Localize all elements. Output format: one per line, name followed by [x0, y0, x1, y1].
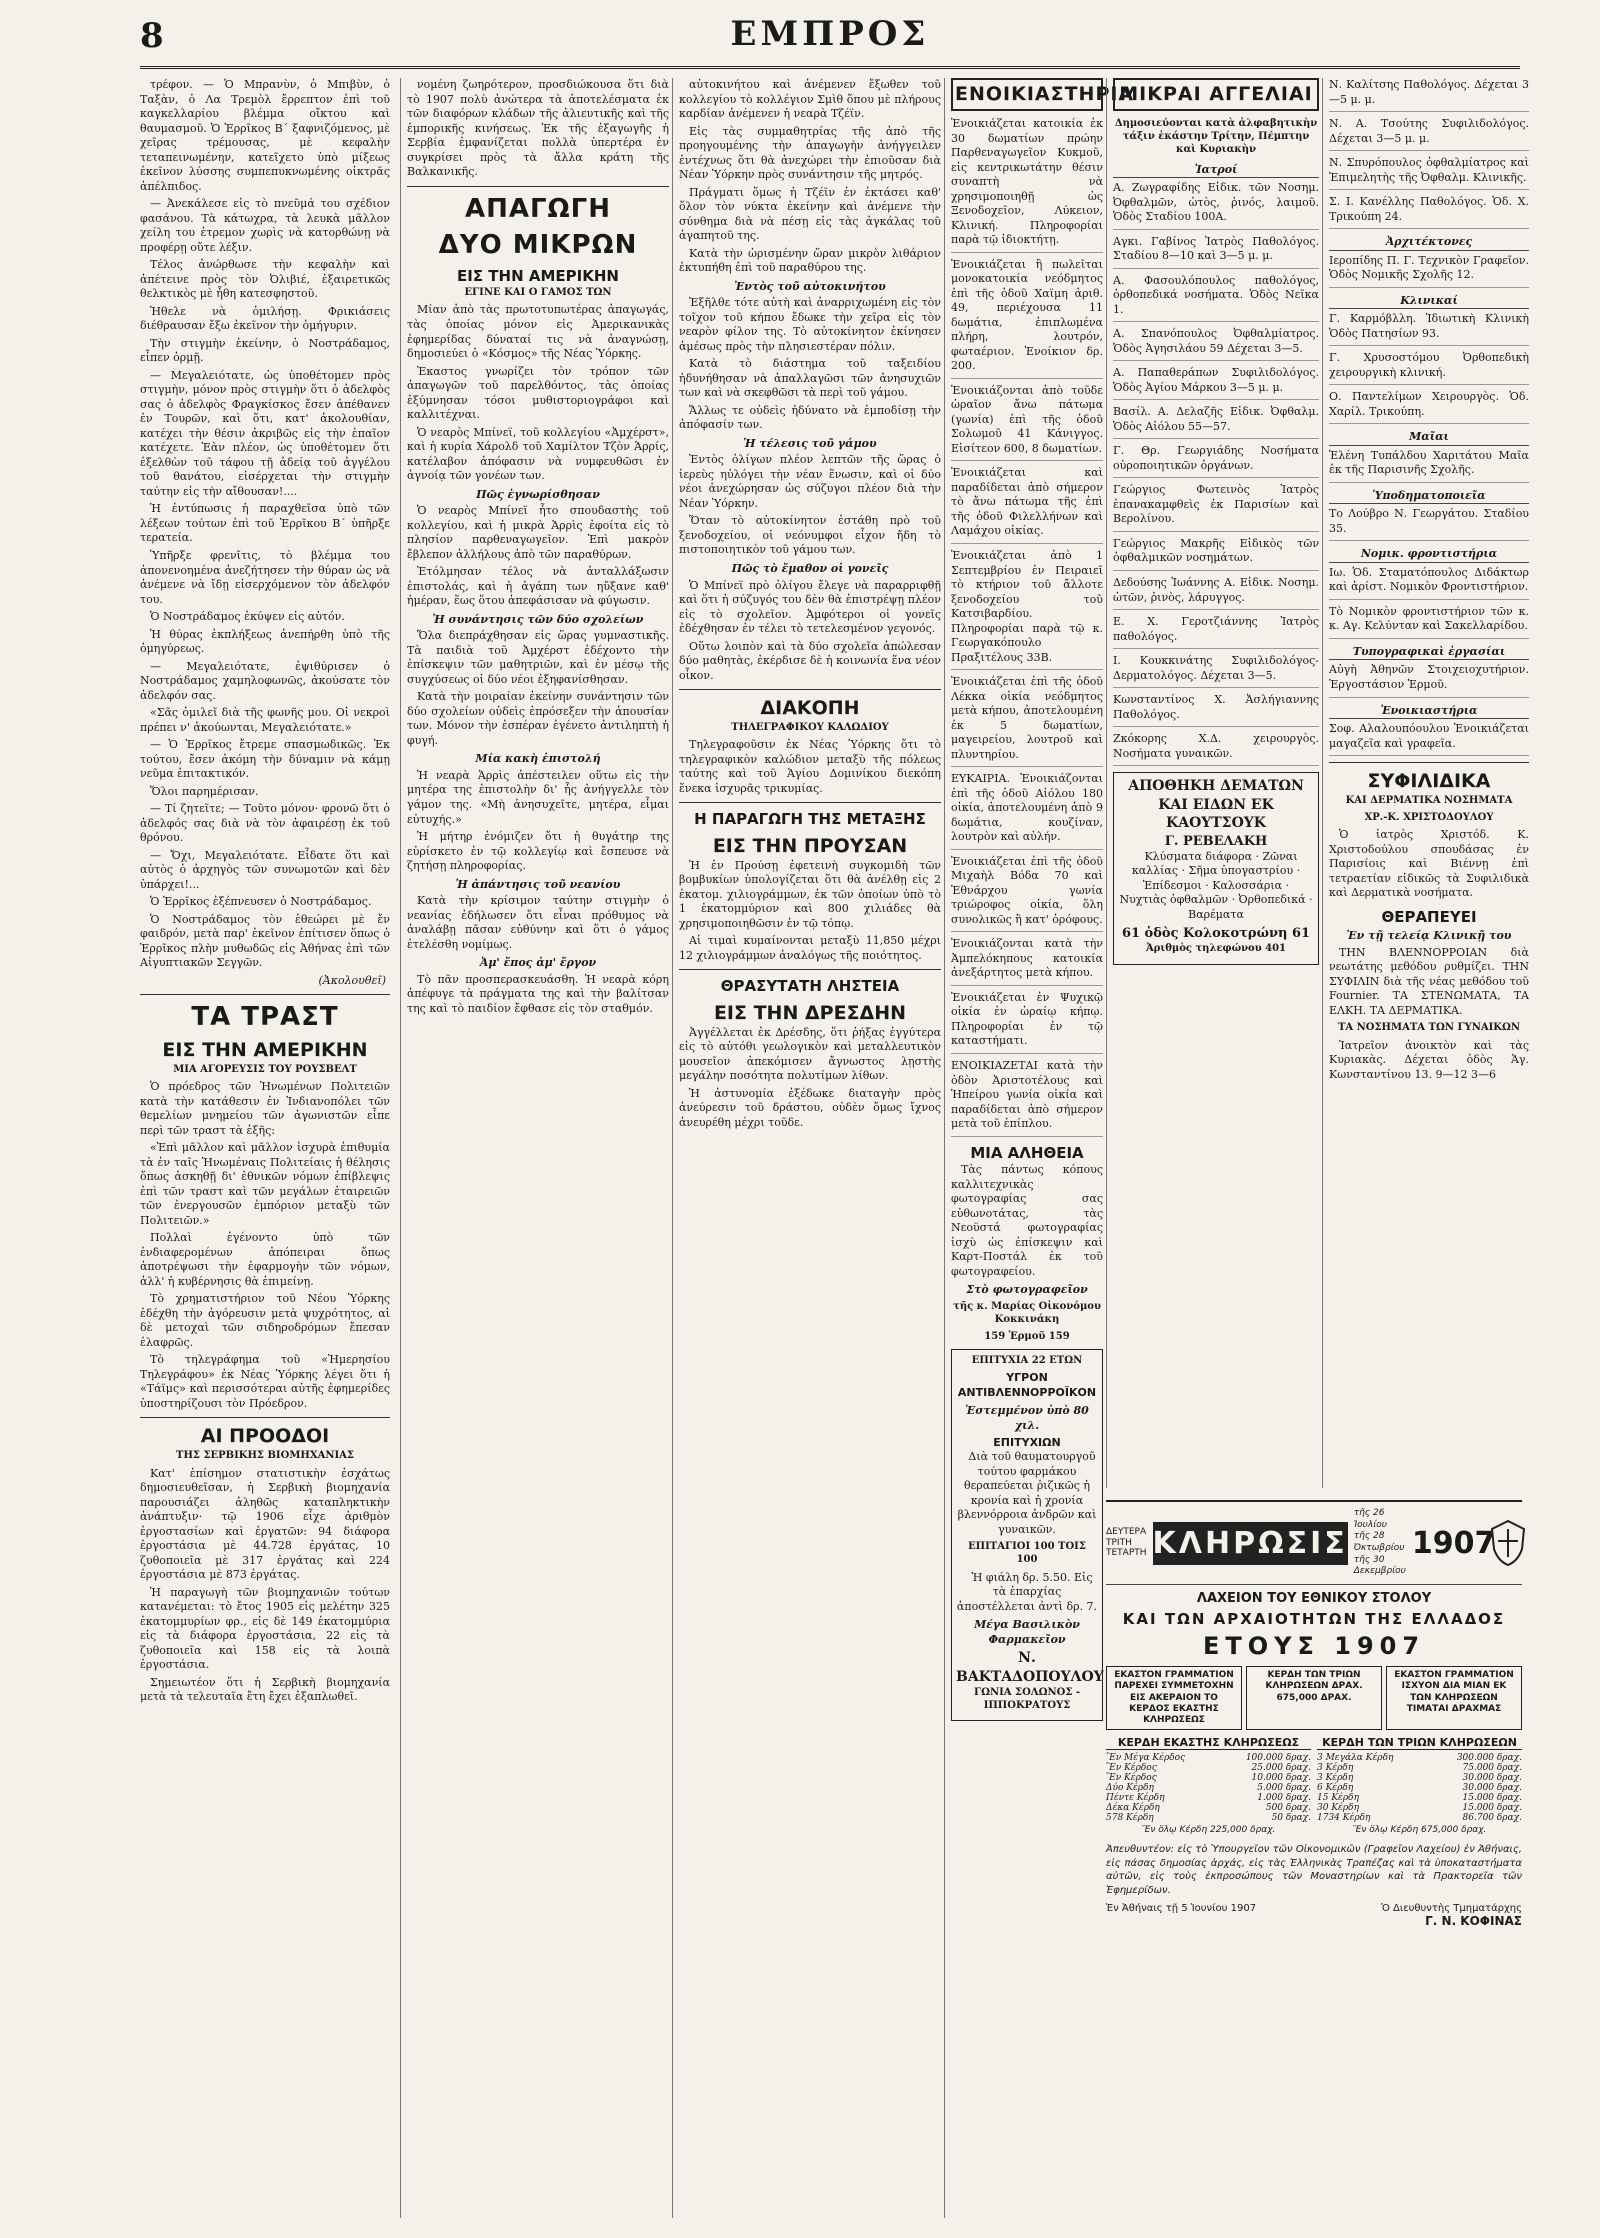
serial-text: Ἡ θύρας ἐκπλήξεως ἀνεπήρθη ὑπὸ τῆς ὁμηγύρεως. [140, 627, 390, 656]
section-subhead: Ἡ τέλεσις τοῦ γάμου [743, 436, 877, 450]
article-paragraph: Ἡ μήτηρ ἐνόμιζεν ὅτι ἡ θυγάτηρ της εὑρίσκετο ἐν τῷ κολλεγίῳ καὶ ἔσπευσε νὰ ζητήσῃ πληροφορίας. [407, 830, 669, 873]
article-paragraph: Ἐξῆλθε τότε αὐτὴ καὶ ἀναρριχωμένη εἰς τὸν τοῖχον τοῦ κήπου ἔδωκε τὴν χεῖρα εἰς τὸν νεαρὸν φίλον της. Τὸ αὐτοκίνητον ἐκίνησεν ἀμέσως πρὸς τὴν πλησιεστέραν πόλιν. [679, 296, 941, 353]
rental-ad: Ἐνοικιάζεται ἐπὶ τῆς ὁδοῦ Λέκκα οἰκία νεόδμητος μετὰ κήπου, ἀποτελουμένη ἐκ 5 δωματίων, μαγειρείου, λουτροῦ καὶ πλυντηρίου. [951, 675, 1103, 767]
prize-table [1317, 1736, 1522, 1835]
serial-text: τρέφον. — Ὁ Μπρανὺν, ὁ Μπιβὺν, ὁ Ταξὰν, ὁ Λα Τρεμὸλ ἔρρεπτον ἐπὶ τοῦ καγκελλαρίου βλέμμα οἴκτου καὶ θαυμασμοῦ. Ὁ Ἐρρῖκος Β΄ ξαφνιζόμενος, μὲ χεῖρας τρέμουσας, μὲ κεφαλὴν τεταπεινωμένην, κατεῖχετο ὑπὸ μίξεως ἐκεῖνον λύσσης συμπεπυκνωμένης οἰκτρᾶς ἀπέλπιδος. [140, 78, 390, 193]
remedy-sub2: ΕΠΙΤΥΧΙΩΝ [993, 1435, 1061, 1449]
serial-text: «Σᾶς ὁμιλεῖ διὰ τῆς φωνῆς μου. Οἱ νεκροὶ πρέπει ν' ἀκούωνται, Μεγαλειότατε.» [140, 706, 390, 734]
rental-ad: Ἐνοικιάζονται ἀπὸ τοῦδε ὡραῖον ἄνω πάτωμα (γωνία) ἐπὶ τῆς ὁδοῦ Σολωμοῦ 41 Κάνιγγος. Εἰσίτεον 600, 8 δωματίων. [951, 384, 1103, 462]
category-heading: Ὑποδηματοποιεῖα [1329, 489, 1529, 505]
serial-text: Ὁ Νοστράδαμος ἐκύψεν εἰς αὐτόν. [150, 610, 345, 624]
doctor-ad: Ν. Καλίτσης Παθολόγος. Δέχεται 3—5 μ. μ. [1329, 78, 1529, 112]
warehouse-phone: Ἀριθμὸς τηλεφώνου 401 [1145, 943, 1287, 955]
lottery-day: ΤΕΤΑΡΤΗ [1106, 1548, 1147, 1559]
rental-ad: ΕΥΚΑΙΡΙΑ. Ἐνοικιάζονται ἐπὶ τῆς ὁδοῦ Αἰόλου 180 οἰκία, ἀποτελουμένη ἀπὸ 9 δωμάτια, κουζίναν, λουτρὸν καὶ αὐλήν. [951, 772, 1103, 850]
lottery-tables [1106, 1736, 1522, 1835]
article-paragraph: Ἡ ἐν Προύσῃ ἐφετεινὴ συγκομιδὴ τῶν βομβυκίων ὑπολογίζεται ὅτι θὰ ἀνέλθῃ εἰς 2 ἑκατομ. χιλιογράμμων, ἐκ τῶν ὁποίων ὑπὸ τὸ 1 ἑκατομμύριον καὶ 800 χιλιάδες θὰ χρησιμοποιηθῶσιν ἐν τῷ τόπῳ. [679, 858, 941, 930]
divider [140, 994, 390, 995]
truth-ad-text: Τὰς πάντως κόπους καλλιτεχνικὰς φωτογραφίας σας εὑθωνοτάτας, τὰς Νεοϋστά φωτογραφίας ἰσχὺ ὡς ἐπίσκεψιν καὶ Καρτ-Ποστάλ ἐκ τοῦ φωτογραφείου. [951, 1163, 1103, 1278]
prize-amount: 500 δραχ. [1265, 1803, 1311, 1814]
prize-amount: 15.000 δραχ. [1462, 1803, 1522, 1814]
therapy-women: ΤΑ ΝΟΣΗΜΑΤΑ ΤΩΝ ΓΥΝΑΙΚΩΝ [1337, 1022, 1521, 1034]
prize-amount: 30.000 δραχ. [1462, 1783, 1522, 1794]
prize-amount: 1.000 δραχ. [1257, 1793, 1311, 1804]
article-paragraph: Σημειωτέον ὅτι ἡ Σερβικὴ βιομηχανία μετὰ τὰ τελευταῖα ἔτη ἔχει ἐξαπλωθεῖ. [140, 1675, 390, 1704]
prize-row [1317, 1773, 1522, 1783]
rental-ad: Ἐνοικιάζονται κατὰ τὴν Ἀμπελόκηπους κατοικία ἀνεξάρτητος μετὰ κήπου. [951, 937, 1103, 986]
clinic-text: Ὁ ἰατρὸς Χριστόδ. Κ. Χριστοδούλου σπουδάσας ἐν Παρισίοις καὶ Βιέννῃ ἐπὶ τετραετίαν εἰδικῶς τὰ Συφιλιδικὰ καὶ Δερματικὰ νοσήματα. [1329, 828, 1529, 900]
divider [679, 689, 941, 690]
category-heading: Ἰατροί [1113, 163, 1319, 179]
article-paragraph: Ἡ παραγωγὴ τῶν βιομηχανιῶν τούτων κατανέμεται: τὸ ἔτος 1905 εἰς μελέτην 325 ἑκατομμυρίων φρ., εἰς δὲ 149 ἑκατομμύρια εἰς τὰ διάφορα ἐργοστάσια, 22 εἰς τὰ ζυθοποιεῖα καὶ 158 εἰς τὰ λοιπὰ ἐργοστάσια. [140, 1585, 390, 1672]
photo-studio-address: 159 Ἑρμοῦ 159 [984, 1331, 1070, 1343]
prize-label: Δύο Κέρδη [1106, 1783, 1154, 1794]
lottery-line-3: ΕΤΟΥΣ 1907 [1202, 1632, 1426, 1661]
lottery-day: ΤΡΙΤΗ [1106, 1537, 1132, 1548]
category-heading: Νομικ. φροντιστήρια [1329, 547, 1529, 563]
doctor-ad: Γεώργιος Φωτεινὸς Ἰατρὸς ἐπανακαμφθεὶς ἐκ Παρισίων καὶ Βερολίνου. [1113, 483, 1319, 532]
rental-ad: Ἐνοικιάζεται ἐπὶ τῆς ὁδοῦ Μιχαὴλ Βόδα 70 καὶ Ἐθνάρχου γωνία τριώροφος οἰκία, ὅλη συνολικῶς ἢ κατ' ὀρόφους. [951, 855, 1103, 933]
lottery-year: 1907 [1411, 1525, 1496, 1561]
article-headline: ΑΙ ΠΡΟΟΔΟΙ [200, 1425, 330, 1448]
article-paragraph: Πολλαὶ ἐγένοντο ὑπὸ τῶν ἐνδιαφερομένων ἀπόπειραι ὅπως ἀποτρέψωσι τὴν ἐφαρμογὴν τῶν νόμων, ἀλλ' ἡ κυβέρνησις θὰ ἐπιμείνῃ. [140, 1231, 390, 1288]
serial-text: — Μεγαλειότατε, ἐψιθύρισεν ὁ Νοστράδαμος χαμηλοφωνῶς, ἀκούσατε τὸν ἀδελφόν σας. [140, 659, 390, 702]
doctor-ad: Α. Παπαθεράπων Συφιλιδολόγος. Ὁδὸς Ἀγίου Μάρκου 3—5 μ. μ. [1113, 366, 1319, 400]
prize-label: 15 Κέρδη [1317, 1793, 1359, 1804]
lottery-box: ΚΕΡΔΗ ΤΩΝ ΤΡΙΩΝ ΚΛΗΡΩΣΕΩΝ ΔΡΑΧ. 675,000 ΔΡΑΧ. [1246, 1666, 1382, 1730]
article-paragraph: Ὁ πρόεδρος τῶν Ἡνωμένων Πολιτειῶν κατὰ τὴν κατάθεσιν ἐν Ἰνδιανοπόλει τῶν θεμελίων μνημείου τῶν ἀγωνιστῶν εἶπε περὶ τῶν τραστ τὰ ἐξῆς: [140, 1080, 390, 1137]
prize-row [1106, 1783, 1311, 1793]
serial-text: — Ἀνεκάλεσε εἰς τὸ πνεῦμά του σχέδιον φασάνου. Τὰ κάτωχρα, τὰ λευκὰ μᾶλλον χείλη του ἐτρεμον χωρὶς νὰ κατορθώνῃ νὰ προφέρῃ οὔτε λέξιν. [140, 197, 390, 254]
rental-ad: Ἐνοικιάζεται καὶ παραδίδεται ἀπὸ σήμερον τὸ ἄνω πάτωμα τῆς ἐπὶ τῆς ὁδοῦ Φιλελλήνων καὶ Λαμάχου οἰκίας. [951, 466, 1103, 544]
law-ad: Ιω. Ὁδ. Σταματόπουλος Διδάκτωρ καὶ ἀρίστ. Νομικὸν Φροντιστήριον. [1329, 566, 1529, 600]
section-subhead: Μία κακὴ ἐπιστολή [475, 752, 601, 766]
doctor-ad: Σ. Ι. Κανέλλης Παθολόγος. Ὁδ. Χ. Τρικούπη 24. [1329, 195, 1529, 229]
lottery-banner [1106, 1502, 1522, 1585]
article-paragraph: Τὸ τηλεγράφημα τοῦ «Ἡμερησίου Τηλεγράφου» ἐκ Νέας Ὑόρκης λέγει ὅτι ἡ «Τάϊμς» καὶ περισσότεραι αὐτῆς ἐφημερίδες ὑποστηρίζουσι τὸν Πρόεδρον. [140, 1353, 390, 1410]
serial-text: — Μεγαλειότατε, ὡς ὑποθέτομεν πρὸς στιγμὴν, μόνον πρὸς στιγμὴν ὅτι ὁ ἀδελφὸς σας ὁ ἀδελφὸς Φραγκίσκος ἔσεν ἀπέθανεν ἐν Τουρῶν, καὶ ὅτι, κατ' ἀκολουθίαν, κατέχει τὴν θέσιν ἀκριβῶς εἰς τὴν ἐπαῖον κατέχετε. Ἐὰν πλέον, ὡς ὑποθέτομεν ὅτι ἐξελθὼν τοῦ τάφου τῇ ἀδείᾳ τοῦ ἀγγέλου τοῦ θανάτου, εἰσέρχεται τὴν στιγμὴν ταύτην εἰς τὴν αἴθουσαν!.... [140, 368, 390, 498]
prize-row [1317, 1793, 1522, 1803]
doctor-ad: Ν. Α. Τσούτης Συφιλιδολόγος. Δέχεται 3—5 μ. μ. [1329, 117, 1529, 151]
doctor-ad: Α. Φασουλόπουλος παθολόγος, ὀρθοπεδικά νοσήματα. Ὁδὸς Νεῖκα 1. [1113, 274, 1319, 323]
article-paragraph: Ἡ νεαρὰ Ἁρρὶς ἀπέστειλεν οὕτω εἰς τὴν μητέρα της ἐπιστολὴν δι' ἧς ἀνήγγελλε τὸν γάμον της. «Μὴ ἀνησυχεῖτε, μητέρα, εἶμαι εὐτυχής.» [407, 768, 669, 826]
rental-ad: ΕΝΟΙΚΙΑΖΕΤΑΙ κατὰ τὴν ὁδὸν Ἀριστοτέλους καὶ Ἡπείρου γωνία οἰκία καὶ παραδίδεται ἀπὸ σήμερον μετὰ τοῦ ἐπίπλου. [951, 1059, 1103, 1137]
serial-text: Ὁ Νοστράδαμος τὸν ἐθεώρει μὲ ἔν φαιδρόν, μετὰ παρ' ἐκεῖνον ἐπίτισεν ὅπως ὁ Ἐρρῖκος πλὴν μυθωδῶς εἰς Ἀθήνας ἐπὶ τῶν Αἰγυπτιακῶν Σεγγῶν. [140, 912, 390, 970]
article-paragraph: αὐτοκινήτου καὶ ἀνέμενεν ἔξωθεν τοῦ κολλεγίου τὸ κολλέγιον Σμὶθ ὅπου μὲ πλήρους καρδίαν ἀνέμενεν ἡ νεαρὰ Τζέϊν. [679, 78, 941, 121]
remedy-price: Ἡ φιάλη δρ. 5.50. Εἰς τὰ ἐπαρχίας ἀποστέλλεται ἀντὶ δρ. 7. [956, 1570, 1098, 1613]
article-paragraph: Πράγματι ὅμως ἡ Τζέϊν ἐν ἐκτάσει καθ' ὅλον τὸν νύκτα ἐκείνην καὶ ἀνέμενε τὴν σύνθημα διὰ νὰ πέσῃ εἰς τὰς ἀγκάλας τοῦ ἀγαπητοῦ της. [679, 185, 941, 243]
article-paragraph: Κατὰ τὴν μοιραίαν ἐκείνην συνάντησιν τῶν δύο σχολείων οὐδεὶς ἐπρόσεξεν τὴν ἀπουσίαν των. Μόνον τὴν ἐσπέραν ἐγένετο ἀντιληπτὴ ἡ φυγή. [407, 690, 669, 747]
article-paragraph: Τὸ χρηματιστήριον τοῦ Νέου Ὑόρκης ἐδέχθη τὴν ἀγόρευσιν μετὰ ψυχρότητος, αἱ δὲ μετοχαὶ τῶν σιδηροδρόμων ἔπεσαν ἐλαφρῶς. [140, 1292, 390, 1349]
clinic-subheadline: ΚΑΙ ΔΕΡΜΑΤΙΚΑ ΝΟΣΗΜΑΤΑ [1345, 794, 1513, 806]
doctor-ad: Ν. Σπυρόπουλος ὀφθαλμίατρος καὶ Ἐπιμελητὴς τῆς Ὀφθαλμ. Κλινικῆς. [1329, 156, 1529, 190]
section-subhead: Ἡ συνάντησις τῶν δύο σχολείων [432, 612, 644, 626]
newspaper-title: ΕΜΠΡΟΣ [730, 14, 930, 54]
serial-text: — Ὁ Ἐρρῖκος ἔτρεμε σπασμωδικῶς. Ἐκ τούτου, ἔσεν ἀκόμη τὴν δύναμιν νὰ κάμῃ νεῦμα ἐπιτακτικόν. [140, 738, 390, 781]
therapy-text: ΤΗΝ ΒΛΕΝΝΟΡΡΟΙΑΝ διὰ νεωτάτης μεθόδου ρυθμίζει. ΤΗΝ ΣΥΦΙΛΙΝ διὰ τῆς νέας μεθόδου τοῦ Fournier. ΤΑ ΣΤΕΝΩΜΑΤΑ, ΤΑ ΕΛΚΗ. ΤΑ ΔΕΡΜΑΤΙΚΑ. [1329, 945, 1529, 1017]
article-paragraph: Κατὰ τὸ διάστημα τοῦ ταξειδίου ἠδυνήθησαν νὰ ἀπαλλαγῶσι τῶν ἀνησυχιῶν των καὶ νὰ σκεφθῶσι τὰ περὶ τοῦ γάμου. [679, 357, 941, 400]
lottery-date-line: Ἐν Ἀθήναις τῇ 5 Ἰουνίου 1907 [1106, 1903, 1257, 1915]
article-paragraph: Ὅλα διεπράχθησαν εἰς ὥρας γυμναστικῆς. Τὰ παιδιὰ τοῦ Ἀμχέρστ ἐδέχοντο τὴν ἐπίσκεψιν τῶν μαθητριῶν, καὶ ἐν μέσῳ τῆς συγχύσεως οἱ δύο νέοι ἐξηφανίσθησαν. [407, 629, 669, 686]
prize-amount: 75.000 δραχ. [1462, 1763, 1522, 1774]
doctor-ad: Γ. Θρ. Γεωργιάδης Νοσήματα οὐροποιητικῶν ὀργάνων. [1113, 444, 1319, 478]
divider [407, 186, 669, 187]
divider [1329, 762, 1529, 763]
article-paragraph: Ἐκαστος γνωρίζει τὸν τρόπον τῶν ἀπαγωγῶν τοῦ παρελθόντος, τὰς ὁποίας ἐξύμνησαν τόσοι μυθιστοριογράφοι καὶ καλλιτέχναι. [407, 364, 669, 422]
article-paragraph: «Ἐπὶ μᾶλλον καὶ μᾶλλον ἰσχυρὰ ἐπιθυμία τὰ ἐν ταῖς Ἡνωμέναις Πολιτείαις ἡ θέλησις ὅπως ἀσκηθῇ δι' ἐθνικῶν νόμων ἐπίβλεψις ἐπὶ τῶν τραστ καὶ τῶν μεγάλων ἐταιρειῶν τῶν ἐνεργουσῶν ἐμπόριον μεταξὺ τῶν Πολιτειῶν.» [140, 1141, 390, 1227]
prize-row [1106, 1813, 1311, 1823]
rentals-banner: ΕΝΟΙΚΙΑΣΤΗΡΙΑ [951, 78, 1103, 111]
clinic-ad: Γ. Καρμόβλλη. Ἰδιωτικὴ Κλινικὴ Ὁδὸς Πατησίων 93. [1329, 312, 1529, 346]
truth-ad-title: ΜΙΑ ΑΛΗΘΕΙΑ [970, 1143, 1084, 1162]
category-heading: Κλινικαί [1329, 294, 1529, 310]
therapy-hours: Ἰατρεῖον ἀνοικτὸν καὶ τὰς Κυριακὰς. Δέχεται ὁδὸς Ἁγ. Κωνσταντίνου 13. 9—12 3—6 [1329, 1038, 1529, 1081]
prize-label: Πέντε Κέρδη [1106, 1793, 1165, 1804]
rental-ad: Ἐνοικιάζεται κατοικία ἐκ 30 δωματίων πρώην Παρθεναγωγεῖον Κυκμοῦ, εἰς κεντρικωτάτην θέσιν συναπτὴ νὰ χρησιμοποιηθῇ ὡς Ξενοδοχεῖον, Λύκειον, Κλινική. Πληροφορίαι παρὰ τῷ ἰδιοκτήτῃ. [951, 117, 1103, 253]
pharmacy-name: Ν. ΒΑΚΤΑΔΟΠΟΥΛΟΥ [956, 1650, 1104, 1685]
lottery-ad [1106, 1500, 1522, 2217]
article-paragraph: Ἄλλως τε οὐδεὶς ἠδύνατο νὰ ἐμποδίσῃ τὴν ἀπόφασίν των. [679, 403, 941, 432]
doctor-ad: Ζκόκορης Χ.Δ. χειρουργὸς. Νοσήματα γυναικῶν. [1113, 732, 1319, 766]
remedy-prize: ΕΠΙΤΑΓΙΟΙ 100 ΤΟΙΣ 100 [968, 1541, 1086, 1566]
article-subheadline: ΕΙΣ ΤΗΝ ΑΜΕΡΙΚΗΝ [162, 1039, 368, 1062]
photo-studio-label: Στὸ φωτογραφεῖον [966, 1283, 1088, 1297]
prize-label: 3 Κέρδη [1317, 1763, 1354, 1774]
remedy-ad [951, 1349, 1103, 1721]
warehouse-address: 61 ὁδὸς Κολοκοτρώνη 61 [1121, 926, 1311, 942]
prize-label: 3 Μεγάλα Κέρδη [1317, 1753, 1394, 1764]
clinic-ad: Ο. Παντελίμων Χειρουργὸς. Ὁδ. Χαρίλ. Τρικούπη. [1329, 390, 1529, 424]
warehouse-items: Κλύσματα διάφορα · Ζῶναι καλλίας · Σῆμα ὑπογαστρίου · Ἐπίδεσμοι · Καλοσσάρια · Νυχτιὰς ὀφθαλμῶν · Ὀρθοπεδικά · Βαρέματα [1119, 849, 1313, 921]
doctor-ad: Βασίλ. Α. Δελαζῆς Εἰδικ. Ὀφθαλμ. Ὁδὸς Αἰόλου 55—57. [1113, 405, 1319, 439]
lottery-days [1106, 1527, 1147, 1559]
lottery-date: τῆς 26 Ἰουλίου [1353, 1508, 1387, 1530]
prize-row [1317, 1783, 1522, 1793]
section-subhead: Ἐντὸς τοῦ αὐτοκινήτου [734, 279, 886, 293]
lottery-box: ΕΚΑΣΤΟΝ ΓΡΑΜΜΑΤΙΟΝ ΠΑΡΕΧΕΙ ΣΥΜΜΕΤΟΧΗΝ ΕΙΣ ΑΚΕΡΑΙΟΝ ΤΟ ΚΕΡΔΟΣ ΕΚΑΣΤΗΣ ΚΛΗΡΩΣΕΩΣ [1106, 1666, 1242, 1730]
article-headline: ΘΡΑΣΥΤΑΤΗ ΛΗΣΤΕΙΑ [720, 977, 900, 996]
article-paragraph: Κατὰ τὴν κρίσιμον ταύτην στιγμὴν ὁ νεανίας ἐδήλωσεν ὅτι εἶναι πρόθυμος νὰ ἀναλάβῃ πᾶσαν εὐθύνην καὶ ὅτι ὁ γάμος ἐτελέσθη νομίμως. [407, 894, 669, 951]
divider [679, 802, 941, 803]
prize-row [1106, 1793, 1311, 1803]
prize-label: Ἓν Κέρδος [1106, 1773, 1157, 1784]
remedy-kicker: ΕΠΙΤΥΧΙΑ 22 ΕΤΩΝ [971, 1355, 1083, 1367]
prize-row [1106, 1753, 1311, 1763]
lottery-line-2: ΚΑΙ ΤΩΝ ΑΡΧΑΙΟΤΗΤΩΝ ΤΗΣ ΕΛΛΑΔΟΣ [1122, 1610, 1506, 1629]
prize-amount: 5.000 δραχ. [1257, 1783, 1311, 1794]
article-paragraph: Ὁ Μπίνεϊ πρὸ ὀλίγου ἔλεγε νὰ παραρριφθῇ καὶ ὅτι ἡ σύζυγός του δὲν θὰ ἐπιστρέψῃ πλέον εἰς τὸ σχολεῖον. Ἀμφότεροι οἱ γονεῖς ἐδέχθησαν ἐν τέλει τὸ τετελεσμένον γεγονός. [679, 578, 941, 636]
doctor-ad: Ι. Κουκκινάτης Συφιλιδολόγος-Δερματολόγος. Δέχεται 3—5. [1113, 654, 1319, 688]
lottery-day: ΔΕΥΤΕΡΑ [1106, 1526, 1147, 1537]
prize-row [1106, 1803, 1311, 1813]
column-3 [672, 78, 947, 2218]
article-paragraph: Κατ' ἐπίσημον στατιστικὴν ἐσχάτως δημοσιευθεῖσαν, ἡ Σερβικὴ βιομηχανία παρουσιάζει ἀληθῶς καταπληκτικὴν ἀνάπτυξιν· τῷ 1906 εἶχε ἀριθμὸν ἐργοστασίων καὶ ἐργατῶν: 94 διάφορα ἐργοστάσια μὲ 44.728 ἐργάτας, 10 ζυθοποιεῖα μὲ 317 ἐργάτας καὶ 224 ἐργοστάσια μὲ 873 ἐργάτας. [140, 1466, 390, 1582]
doctor-ad: Κωνσταντίνος Χ. Ἀσλήγιαννης Παθολόγος. [1113, 693, 1319, 727]
section-subhead: Πῶς ἐγνωρίσθησαν [476, 487, 600, 501]
lottery-footer: Ἀπευθυντέον: εἰς τὸ Ὑπουργεῖον τῶν Οἰκονομικῶν (Γραφεῖον Λαχείου) ἐν Ἀθήναις, εἰς πάσας δημοσίας ἀρχάς, εἰς τὰς Ἑλληνικὰς Τραπέζας καὶ τὰ ὑποκαταστήματα αὐτῶν, εἰς τοὺς ἐκπροσώπους τῶν Μοναστηρίων καὶ τὰ Πρακτορεῖα τῶν Ἐφημερίδων. [1106, 1844, 1522, 1896]
architect-ad: Ιεροπίδης Π. Γ. Τεχνικὸν Γραφεῖον. Ὁδὸς Νομικῆς Σχολῆς 12. [1329, 254, 1529, 288]
doctor-name: ΧΡ.-Κ. ΧΡΙΣΤΟΔΟΥΛΟΥ [1364, 812, 1494, 824]
warehouse-title-2: ΚΑΙ ΕΙΔΩΝ ΕΚ ΚΑΟΥΤΣΟΥΚ [1158, 796, 1274, 832]
article-kicker: ΜΙΑ ΑΓΟΡΕΥΣΙΣ ΤΟΥ ΡΟΥΣΒΕΛΤ [173, 1063, 357, 1075]
warehouse-title: ΑΠΟΘΗΚΗ ΔΕΜΑΤΩΝ [1128, 778, 1304, 795]
remedy-title: ΥΓΡΟΝ ΑΝΤΙΒΛΕΝΝΟΡΡΟΪΚΟΝ [957, 1371, 1097, 1399]
prize-amount: 15.000 δραχ. [1462, 1793, 1522, 1804]
section-subhead: Ἡ ἀπάντησις τοῦ νεανίου [455, 877, 621, 891]
category-heading: Τυπογραφικαὶ ἐργασίαι [1329, 645, 1529, 661]
masthead [140, 12, 1520, 69]
lottery-word: ΚΛΗΡΩΣΙΣ [1153, 1522, 1348, 1565]
prize-label: 6 Κέρδη [1317, 1783, 1354, 1794]
prize-amount: 50 δραχ. [1271, 1813, 1311, 1824]
lottery-line-1: ΛΑΧΕΙΟΝ ΤΟΥ ΕΘΝΙΚΟΥ ΣΤΟΛΟΥ [1196, 1591, 1432, 1607]
prize-amount: 25.000 δραχ. [1251, 1763, 1311, 1774]
prize-table [1106, 1736, 1311, 1835]
divider [679, 969, 941, 970]
prize-amount: 30.000 δραχ. [1462, 1773, 1522, 1784]
serial-text: Ὅλοι παρημέρισαν. [150, 784, 259, 798]
photo-studio-name: τῆς κ. Μαρίας Οἰκονόμου Κοκκινάκη [953, 1300, 1101, 1325]
lottery-date: τῆς 30 Δεκεμβρίου [1353, 1554, 1406, 1577]
serial-text: — Τί ζητεῖτε; — Τοῦτο μόνον· φρονῶ ὅτι ὁ ἀδελφός σας διὰ νὰ τὸν ἀφαιρέσῃ ἐκ τοῦ θρόνου. [140, 802, 390, 845]
prize-row [1317, 1753, 1522, 1763]
article-paragraph: Οὕτω λοιπὸν καὶ τὰ δύο σχολεῖα ἀπώλεσαν δύο μαθητὰς, ἐκέρδισε δὲ ἡ κοινωνία ἕνα νέον οἶκον. [679, 639, 941, 682]
prize-label: Δέκα Κέρδη [1106, 1803, 1160, 1814]
article-paragraph: Αἱ τιμαὶ κυμαίνονται μεταξὺ 11,850 μέχρι 12 χιλιογράμμων ἀναλόγως τῆς ποιότητος. [679, 934, 941, 962]
classifieds-banner: ΜΙΚΡΑΙ ΑΓΓΕΛΙΑΙ [1113, 78, 1319, 111]
article-paragraph: Μίαν ἀπὸ τὰς πρωτοτυπωτέρας ἀπαγωγάς, τὰς ὁποίας μόνον εἰς Ἀμερικανικὰς ἐφημερίδας δύναταί τις νὰ ἀναγνώσῃ, δημοσιεύει ὁ «Κόσμος» τῆς Νέας Ὑόρκης. [407, 303, 669, 361]
article-kicker: ΕΓΙΝΕ ΚΑΙ Ο ΓΑΜΟΣ ΤΩΝ [464, 287, 612, 299]
remedy-text: Διὰ τοῦ θαυματουργοῦ τούτου φαρμάκου θεραπεύεται ῥιζικῶς ἡ κρονία καὶ ἡ χρονία βλεννόρροια ἀνδρῶν καὶ γυναικῶν. [957, 1450, 1097, 1536]
article-paragraph: Τηλεγραφοῦσιν ἐκ Νέας Ὑόρκης ὅτι τὸ τηλεγραφικὸν καλώδιον μεταξὺ τῆς πόλεως ταύτης καὶ τοῦ Ἁγίου Δομινίκου διεκόπη ἕνεκα ἰσχυρᾶς τρικυμίας. [679, 738, 941, 795]
article-paragraph: Κατὰ τὴν ὡρισμένην ὥραν μικρὸν λιθάριον ἐκτυπήθη ἐπὶ τοῦ παραθύρου της. [679, 246, 941, 275]
page-number: 8 [140, 16, 164, 56]
remedy-sub: Ἐστεμμένον ὑπὸ 80 χιλ. [965, 1404, 1089, 1432]
article-headline: ΤΑ ΤΡΑΣΤ [191, 1002, 339, 1033]
prize-label: 578 Κέρδη [1106, 1813, 1154, 1824]
column-6 [1322, 78, 1535, 1488]
doctor-ad: Ε. Χ. Γεροτζιάννης Ἰατρὸς παθολόγος. [1113, 615, 1319, 649]
doctor-ad: Γεώργιος Μακρῆς Εἰδικὸς τῶν ὀφθαλμικῶν νοσημάτων. [1113, 537, 1319, 571]
rent-ad: Σοφ. Αλαλουπόουλου Ἐνοικιάζεται μαγαζεῖα καὶ γραφεῖα. [1329, 722, 1529, 756]
serial-text: Ἡ ἐντύπωσις ἡ παραχθεῖσα ὑπὸ τῶν λέξεων τούτων ἐπὶ τοῦ Ἐρρῖκου Β΄ ὑπῆρξε τερατεία. [140, 502, 390, 545]
rental-ad: Ἐνοικιάζεται ἐν Ψυχικῷ οἰκία ἐν ὡραίῳ κήπῳ. Πληροφορίαι ἐν τῷ καταστήματι. [951, 991, 1103, 1054]
section-subhead: Πῶς τὸ ἔμαθον οἱ γονεῖς [731, 561, 889, 575]
article-subheadline: ΕΙΣ ΤΗΝ ΑΜΕΡΙΚΗΝ [457, 266, 619, 285]
category-heading: Ἐνοικιαστήρια [1329, 704, 1529, 720]
prize-row [1106, 1763, 1311, 1773]
prize-table-title: ΚΕΡΔΗ ΕΚΑΣΤΗΣ ΚΛΗΡΩΣΕΩΣ [1106, 1736, 1311, 1750]
prize-row [1106, 1773, 1311, 1783]
article-paragraph: Τὸ πᾶν προσπερασκευάσθη. Ἡ νεαρὰ κόρη ἀπέφυγε τὰ πράγματα της καὶ τὴν βαλίτσαν της καὶ τὸ παιδίον ἔφθασε εἰς τὸν σταθμόν. [407, 972, 669, 1015]
article-paragraph: νομένη ζωηρότερον, προσδιώκουσα ὅτι διὰ τὸ 1907 πολὺ ἀνώτερα τὰ ἀποτελέσματα ἐκ τῶν διαφόρων κλάδων τῆς ἀλιευτικῆς καὶ τῆς ἐμπορικῆς κινήσεως. Ἐκ τῆς ἐξαγωγῆς ἡ Σερβία ἐμφανίζεται πολλὰ ὑπερτέρα ἐν συγκρίσει πρὸς τὰ ἄλλα κράτη τῆς Βαλκανικῆς. [407, 78, 669, 179]
article-paragraph: Ἐντὸς ὀλίγων πλέον λεπτῶν τῆς ὥρας ὁ ἱερεὺς ηὐλόγει τὴν νέαν ἕνωσιν, καὶ οἱ δύο νέοι ἀνεχώρησαν ὡς σύζυγοι πλέον διὰ τὴν Νέαν Ὑόρκην. [679, 453, 941, 510]
lottery-signatory: Γ. Ν. ΚΟΦΙΝΑΣ [1425, 1914, 1522, 1929]
prize-label: 30 Κέρδη [1317, 1803, 1359, 1814]
article-subheadline: ΕΙΣ ΤΗΝ ΔΡΕΣΔΗΝ [713, 1001, 907, 1024]
category-heading: Ἀρχιτέκτονες [1329, 235, 1529, 251]
article-subheadline: ΤΗΣ ΣΕΡΒΙΚΗΣ ΒΙΟΜΗΧΑΝΙΑΣ [176, 1450, 354, 1462]
pharmacy-label: Μέγα Βασιλικὸν Φαρμακεῖον [974, 1618, 1080, 1646]
prize-label: 3 Κέρδη [1317, 1773, 1354, 1784]
serial-text: Ὑπῆρξε φρενῖτις, τὸ βλέμμα του ἀπονενοημένα ἀνεζήτησεν τὴν θύραν ὡς νὰ ἀνέμενε νὰ ἴδῃ εἰσερχόμενον τὸν ἀδελφόν του. [140, 548, 390, 606]
section-subhead: Ἀμ' ἔπος ἀμ' ἔργον [479, 956, 597, 970]
article-paragraph: Ἡ ἀστυνομία ἐξέδωκε διαταγὴν πρὸς ἀνεύρεσιν τοῦ δράστου, οὐδὲν ὅμως ἴχνος ἀνευρέθη μέχρι τοῦδε. [679, 1086, 941, 1129]
serial-text: — Ὄχι, Μεγαλειότατε. Εἶδατε ὅτι καὶ αὐτὸς ὁ ἀρχηγὸς τῶν συνωμοτῶν καὶ δὲν ὑπάρχει!... [140, 848, 390, 891]
crest-icon [1488, 1519, 1528, 1567]
clinic-headline: ΣΥΦΙΛΙΔΙΚΑ [1367, 770, 1491, 793]
article-paragraph: Ὁ νεαρὸς Μπίνεϊ, τοῦ κολλεγίου «Ἀμχέρστ», καὶ ἡ κυρία Χάρολδ τοῦ Χαμίλτον Τζὸν Ἁρρίς, κατέλαβον ἀπόφασιν νὰ νυμφευθῶσι ἐν ἀγνοίᾳ τῶν γονέων των. [407, 425, 669, 483]
prize-row [1317, 1813, 1522, 1823]
article-headline: ΔΥΟ ΜΙΚΡΩΝ [438, 230, 638, 261]
prize-label: Ἓν Μέγα Κέρδος [1106, 1753, 1186, 1764]
article-paragraph: Ἀγγέλλεται ἐκ Δρέσδης, ὅτι ῥήξας ἐγγύτερα εἰς τὸ αὐτόθι γεωλογικὸν καὶ μεταλλευτικὸν μουσεῖον ἀπεκόμισεν ἄγνωστος λῃστὴς μεγάλην ποσότητα πολυτίμων λίθων. [679, 1025, 941, 1083]
article-headline: ΔΙΑΚΟΠΗ [760, 697, 860, 720]
classifieds-subtitle: Δημοσιεύονται κατὰ ἀλφαβητικὴν τάξιν ἑκάστην Τρίτην, Πέμπτην καὶ Κυριακὴν [1114, 118, 1318, 156]
serial-text: Ἠθελε νὰ ὁμιλήσῃ. Φρικιάσεις διέθραυσαν ἔξω ἐκεῖνον τὴν ὁμήγυριν. [140, 304, 390, 333]
warehouse-ad [1113, 772, 1319, 964]
serial-text: Τὴν στιγμὴν ἐκείνην, ὁ Νοστράδαμος, εἶπεν ὁρμῇ. [140, 336, 390, 365]
prize-row [1317, 1763, 1522, 1773]
midwife-ad: Ἑλένη Τυπάλδου Χαριτάτου Μαῖα ἐκ τῆς Παρισινῆς Σχολῆς. [1329, 449, 1529, 483]
lottery-box: ΕΚΑΣΤΟΝ ΓΡΑΜΜΑΤΙΟΝ ΙΣΧΥΟΝ ΔΙΑ ΜΙΑΝ ΕΚ ΤΩΝ ΚΛΗΡΩΣΕΩΝ ΤΙΜΑΤΑΙ ΔΡΑΧΜΑΣ [1386, 1666, 1522, 1730]
serial-text: Ὁ Ἐρρῖκος ἐξέπνευσεν ὁ Νοστράδαμος. [150, 895, 372, 909]
prize-row [1317, 1803, 1522, 1813]
serial-text: Τέλος ἀνώρθωσε τὴν κεφαλὴν καὶ ἀπέτεινε πρὸς τὸν Ὀλιβιέ, ἐξαιρετικῶς θελκτικὸς μὲ ἦθη κατεσφηστοῦ. [140, 258, 390, 301]
lottery-dates [1354, 1508, 1406, 1578]
print-ad: Αὐγὴ Ἀθηνῶν Στοιχειοχυτήριον. Ἐργοστάσιον Ἑρμοῦ. [1329, 663, 1529, 697]
prize-amount: 100.000 δραχ. [1245, 1753, 1311, 1764]
column-5 [1106, 78, 1325, 1488]
rental-ad: Ἐνοικιάζεται ἀπὸ 1 Σεπτεμβρίου ἐν Πειραιεῖ τὸ κτήριον τοῦ ἄλλοτε ξενοδοχείου τοῦ Κατσιβαρδίου. Πληροφορίαι παρὰ τῷ κ. Γεωργακόπουλο Πραξιτέλους 33Β. [951, 549, 1103, 670]
article-paragraph: Ὁ νεαρὸς Μπίνεϊ ἦτο σπουδαστὴς τοῦ κολλεγίου, καὶ ἡ μικρὰ Ἁρρὶς ἐφοίτα εἰς τὸ πλησίον παρθεναγωγεῖον. Ἐπὶ μακρὸν ἔβλεπον ἀλλήλους ἀπὸ τῶν παραθύρων. [407, 504, 669, 561]
warehouse-owner: Γ. ΡΕΒΕΛΑΚΗ [1164, 833, 1268, 849]
rental-ad: Ἐνοικιάζεται ἢ πωλεῖται μονοκατοικία νεόδμητος ἐπὶ τῆς ὁδοῦ Χαϊμη ἀριθ. 49, περιέχουσα 11 δωμάτια, ἐπιπλωμένα πλήρη, λουτρόν, φωταέριον. Ἐνοίκιον δρ. 200. [951, 258, 1103, 379]
article-headline: ΑΠΑΓΩΓΗ [464, 193, 611, 224]
prize-label: 1734 Κέρδη [1317, 1813, 1371, 1824]
article-headline: Η ΠΑΡΑΓΩΓΗ ΤΗΣ ΜΕΤΑΞΗΣ [694, 810, 926, 829]
lottery-signatory-role: Ὁ Διευθυντὴς Τμηματάρχης [1381, 1903, 1522, 1915]
prize-table-title: ΚΕΡΔΗ ΤΩΝ ΤΡΙΩΝ ΚΛΗΡΩΣΕΩΝ [1317, 1736, 1522, 1750]
lottery-date: τῆς 28 Ὀκτωβρίου [1353, 1531, 1405, 1554]
law-ad: Τὸ Νομικὸν φροντιστήριον τῶν κ. κ. Αγ. Κελύνταν καὶ Σακελλαρίδου. [1329, 605, 1529, 639]
lottery-signature-row [1106, 1903, 1522, 1914]
doctor-ad: Αγκι. Γαβίνος Ἰατρὸς Παθολόγος. Σταδίου 8—10 καὶ 3—5 μ. μ. [1113, 235, 1319, 269]
article-paragraph: Ἐτόλμησαν τέλος νὰ ἀνταλλάξωσιν ἐπιστολάς, καὶ ἡ ἀγάπη των ηὔξανε καθ' ἡμέραν, ἕως ὅτου ἀπεφάσισαν νὰ φύγωσιν. [407, 565, 669, 608]
therapy-headline: ΘΕΡΑΠΕΥΕΙ [1381, 907, 1477, 926]
prize-amount: 86.700 δραχ. [1462, 1813, 1522, 1824]
article-paragraph: Εἰς τὰς συμμαθητρίας τῆς ἀπὸ τῆς προηγουμένης τὴν ἀπαγωγὴν ἀνήγγειλεν ἐντέχνως ὅτι θὰ ἀνεχώρει τὴν ἐπιοῦσαν διὰ Νέαν Ὑόρκην πρὸς συνάντησιν τῆς μητρός. [679, 124, 941, 182]
divider [140, 1417, 390, 1418]
shoe-ad: Το Λούβρο Ν. Γεωργάτου. Σταδίου 35. [1329, 507, 1529, 541]
clinic-ad: Γ. Χρυσοστόμου Ὀρθοπεδικὴ χειρουργικὴ κλινική. [1329, 351, 1529, 385]
column-2 [400, 78, 675, 2218]
article-paragraph: Ὅταν τὸ αὐτοκίνητον ἐστάθη πρὸ τοῦ ξενοδοχείου, οἱ νεόνυμφοι εἶχον ἤδη τὸ πιστοποιητικὸν τοῦ γάμου των. [679, 514, 941, 557]
rental-ads [951, 117, 1103, 1136]
category-heading: Μαῖαι [1329, 430, 1529, 446]
prize-label: Ἓν Κέρδος [1106, 1763, 1157, 1774]
pharmacy-address: ΓΩΝΙΑ ΣΟΛΩΝΟΣ - ΙΠΠΟΚΡΑΤΟΥΣ [973, 1687, 1081, 1712]
doctor-ad: Δεδούσης Ἰωάννης Α. Εἰδικ. Νοσημ. ὠτῶν, ῥινὸς, λάρυγγος. [1113, 576, 1319, 610]
doctor-ad: Α. Σπανόπουλος Ὀφθαλμίατρος. Ὁδὸς Ἀγησιλάου 59 Δέχεται 3—5. [1113, 327, 1319, 361]
prize-total: Ἓν ὅλῳ Κέρδη 225,000 δραχ. [1141, 1825, 1276, 1836]
lottery-boxes [1106, 1666, 1522, 1730]
therapy-subheadline: Ἐν τῇ τελείᾳ Κλινικῇ του [1346, 929, 1512, 943]
article-subheadline: ΤΗΛΕΓΡΑΦΙΚΟΥ ΚΑΛΩΔΙΟΥ [731, 722, 889, 733]
article-subheadline: ΕΙΣ ΤΗΝ ΠΡΟΥΣΑΝ [712, 834, 908, 857]
serial-continued: (Ἀκολουθεῖ) [318, 973, 386, 987]
prize-amount: 10.000 δραχ. [1251, 1773, 1311, 1784]
prize-total: Ἓν ὅλῳ Κέρδη 675,000 δραχ. [1352, 1825, 1487, 1836]
doctor-ad: Α. Ζωγραφίδης Εἰδικ. τῶν Νοσημ. Ὀφθαλμῶν, ὠτὸς, ῥινός, λαιμοῦ. Ὁδὸς Σταδίου 100Α. [1113, 181, 1319, 230]
column-1 [140, 78, 396, 2218]
prize-amount: 300.000 δραχ. [1456, 1753, 1522, 1764]
